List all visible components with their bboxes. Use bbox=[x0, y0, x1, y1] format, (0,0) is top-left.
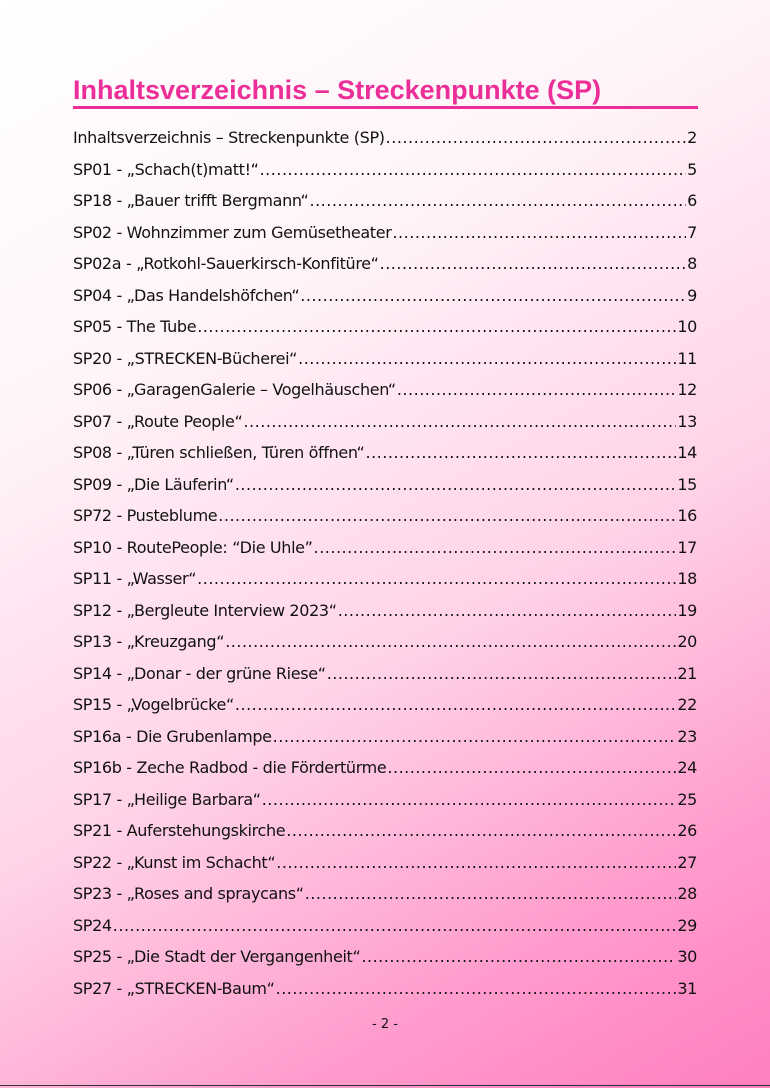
toc-entry-page: 2 bbox=[687, 128, 697, 147]
toc-entry-page: 27 bbox=[677, 852, 697, 872]
toc-entry-title: SP13 - „Kreuzgang“ bbox=[73, 632, 225, 651]
toc-entry[interactable] bbox=[73, 185, 697, 217]
toc-entry-page: 24 bbox=[677, 758, 697, 777]
toc-dot-leader bbox=[380, 248, 687, 280]
toc-entry-page: 6 bbox=[687, 191, 697, 210]
toc-dot-leader bbox=[197, 311, 676, 343]
toc-entry-page: 5 bbox=[687, 159, 697, 179]
toc-entry-title: SP04 - „Das Handelshöfchen“ bbox=[73, 285, 300, 305]
toc-dot-leader bbox=[387, 752, 676, 784]
toc-entry-title: SP22 - „Kunst im Schacht“ bbox=[73, 852, 276, 872]
toc-entry[interactable] bbox=[73, 563, 697, 595]
toc-entry[interactable] bbox=[73, 469, 697, 501]
toc-entry-title: SP25 - „Die Stadt der Vergangenheit“ bbox=[73, 947, 361, 966]
toc-dot-leader bbox=[276, 847, 676, 879]
toc-entry-page: 13 bbox=[677, 411, 697, 431]
toc-entry-title: SP72 - Pusteblume bbox=[73, 506, 218, 525]
toc-entry-page: 17 bbox=[677, 537, 697, 557]
toc-entry-title: SP02a - „Rotkohl-Sauerkirsch-Konfitüre“ bbox=[73, 254, 379, 273]
toc-entry-page: 22 bbox=[677, 695, 697, 714]
toc-dot-leader bbox=[218, 500, 676, 532]
toc-entry-title: SP15 - „Vogelbrücke“ bbox=[73, 695, 234, 714]
toc-entry-title: SP16a - Die Grubenlampe bbox=[73, 726, 272, 746]
toc-entry-title: SP02 - Wohnzimmer zum Gemüsetheater bbox=[73, 222, 392, 242]
toc-entry-title: SP17 - „Heilige Barbara“ bbox=[73, 789, 261, 809]
toc-entry-title: SP08 - „Türen schließen, Türen öffnen“ bbox=[73, 443, 365, 462]
toc-entry-title: SP06 - „GaragenGalerie – Vogelhäuschen“ bbox=[73, 380, 396, 399]
toc-entry-title: SP24 bbox=[73, 915, 112, 935]
toc-dot-leader bbox=[243, 406, 676, 438]
toc-dot-leader bbox=[235, 469, 677, 501]
toc-entry[interactable] bbox=[73, 217, 697, 249]
toc-entry[interactable] bbox=[73, 311, 697, 343]
toc-entry[interactable] bbox=[73, 154, 697, 186]
toc-entry[interactable] bbox=[73, 752, 697, 784]
toc-entry-page: 10 bbox=[677, 317, 697, 336]
heading-underline bbox=[73, 106, 698, 109]
toc-entry[interactable] bbox=[73, 343, 697, 375]
toc-entry[interactable] bbox=[73, 374, 697, 406]
toc-entry-title: SP14 - „Donar - der grüne Riese“ bbox=[73, 663, 326, 683]
toc-entry-page: 15 bbox=[677, 474, 697, 494]
toc-entry-page: 28 bbox=[677, 884, 697, 903]
toc-dot-leader bbox=[305, 878, 677, 910]
page-number: - 2 - bbox=[372, 1017, 398, 1032]
toc-entry-page: 7 bbox=[687, 222, 697, 242]
toc-entry-title: SP21 - Auferstehungskirche bbox=[73, 821, 286, 840]
toc-dot-leader bbox=[365, 437, 676, 469]
toc-entry[interactable] bbox=[73, 910, 697, 942]
toc-entry[interactable] bbox=[73, 248, 697, 280]
toc-dot-leader bbox=[113, 910, 677, 942]
toc-dot-leader bbox=[276, 973, 677, 1005]
toc-entry[interactable] bbox=[73, 280, 697, 312]
toc-entry-page: 11 bbox=[677, 348, 697, 368]
toc-entry-title: SP27 - „STRECKEN-Baum“ bbox=[73, 978, 275, 998]
toc-dot-leader bbox=[327, 658, 677, 690]
toc-dot-leader bbox=[361, 941, 676, 973]
toc-entry[interactable] bbox=[73, 532, 697, 564]
toc-entry[interactable] bbox=[73, 721, 697, 753]
table-of-contents bbox=[73, 122, 697, 1004]
toc-entry-page: 26 bbox=[677, 821, 697, 840]
toc-entry[interactable] bbox=[73, 406, 697, 438]
toc-entry-title: Inhaltsverzeichnis – Streckenpunkte (SP) bbox=[73, 128, 385, 147]
toc-entry-page: 19 bbox=[677, 600, 697, 620]
toc-entry-page: 31 bbox=[677, 978, 697, 998]
toc-entry-title: SP09 - „Die Läuferin“ bbox=[73, 474, 234, 494]
toc-entry-title: SP18 - „Bauer trifft Bergmann“ bbox=[73, 191, 309, 210]
toc-dot-leader bbox=[286, 815, 676, 847]
toc-entry-title: SP23 - „Roses and spraycans“ bbox=[73, 884, 304, 903]
toc-entry-title: SP07 - „Route People“ bbox=[73, 411, 243, 431]
toc-entry-page: 20 bbox=[677, 632, 697, 651]
toc-entry-title: SP20 - „STRECKEN-Bücherei“ bbox=[73, 348, 298, 368]
toc-entry-page: 23 bbox=[677, 726, 697, 746]
toc-entry[interactable] bbox=[73, 847, 697, 879]
toc-dot-leader bbox=[235, 689, 676, 721]
toc-dot-leader bbox=[397, 374, 676, 406]
toc-entry[interactable] bbox=[73, 815, 697, 847]
toc-entry-page: 9 bbox=[687, 285, 697, 305]
toc-entry[interactable] bbox=[73, 973, 697, 1005]
toc-entry-page: 18 bbox=[677, 569, 697, 588]
toc-entry-title: SP11 - „Wasser“ bbox=[73, 569, 197, 588]
toc-dot-leader bbox=[262, 784, 677, 816]
toc-entry-title: SP10 - RoutePeople: “Die Uhle” bbox=[73, 537, 313, 557]
toc-entry[interactable] bbox=[73, 878, 697, 910]
toc-dot-leader bbox=[197, 563, 676, 595]
toc-dot-leader bbox=[338, 595, 677, 627]
toc-entry[interactable] bbox=[73, 595, 697, 627]
toc-heading: Inhaltsverzeichnis – Streckenpunkte (SP) bbox=[73, 75, 602, 105]
toc-entry-page: 25 bbox=[677, 789, 697, 809]
toc-entry-page: 12 bbox=[677, 380, 697, 399]
toc-entry[interactable] bbox=[73, 626, 697, 658]
toc-dot-leader bbox=[298, 343, 676, 375]
toc-entry[interactable] bbox=[73, 437, 697, 469]
toc-dot-leader bbox=[314, 532, 677, 564]
toc-dot-leader bbox=[225, 626, 676, 658]
toc-dot-leader bbox=[260, 154, 687, 186]
toc-entry-title: SP16b - Zeche Radbod - die Fördertürme bbox=[73, 758, 387, 777]
toc-dot-leader bbox=[300, 280, 686, 312]
toc-dot-leader bbox=[392, 217, 686, 249]
toc-entry[interactable] bbox=[73, 122, 697, 154]
toc-entry-page: 30 bbox=[677, 947, 697, 966]
toc-entry-title: SP01 - „Schach(t)matt!“ bbox=[73, 159, 259, 179]
toc-entry-page: 14 bbox=[677, 443, 697, 462]
page-bottom-border bbox=[0, 1085, 770, 1086]
toc-entry-page: 8 bbox=[687, 254, 697, 273]
toc-entry[interactable] bbox=[73, 784, 697, 816]
toc-entry[interactable] bbox=[73, 658, 697, 690]
toc-dot-leader bbox=[273, 721, 677, 753]
toc-dot-leader bbox=[309, 185, 686, 217]
toc-entry[interactable] bbox=[73, 941, 697, 973]
toc-entry-title: SP05 - The Tube bbox=[73, 317, 197, 336]
toc-entry-page: 29 bbox=[677, 915, 697, 935]
toc-entry[interactable] bbox=[73, 689, 697, 721]
toc-entry-title: SP12 - „Bergleute Interview 2023“ bbox=[73, 600, 337, 620]
toc-dot-leader bbox=[386, 122, 687, 154]
toc-entry-page: 21 bbox=[677, 663, 697, 683]
toc-entry[interactable] bbox=[73, 500, 697, 532]
toc-entry-page: 16 bbox=[677, 506, 697, 525]
